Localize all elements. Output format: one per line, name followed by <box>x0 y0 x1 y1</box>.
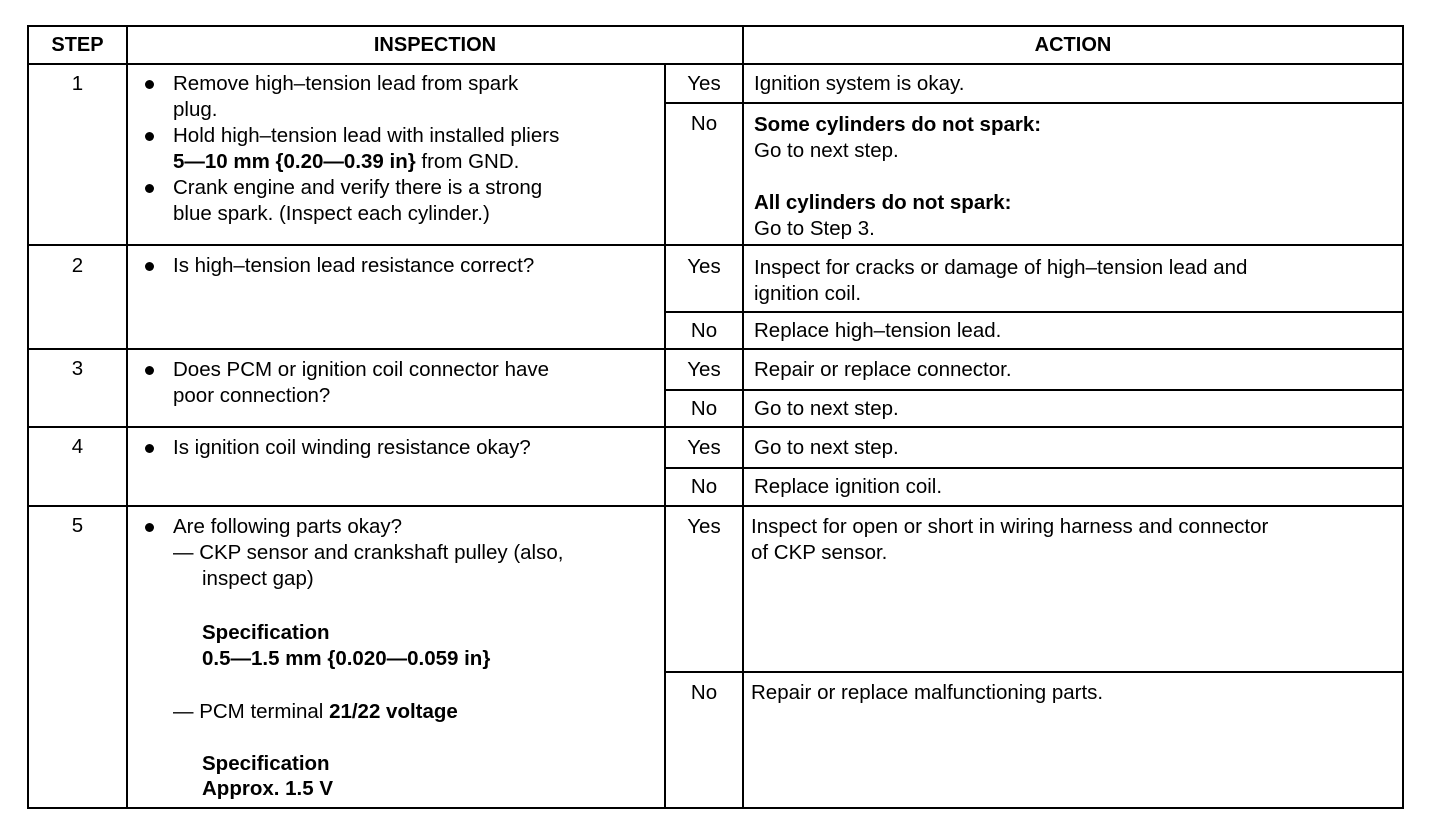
action-heading: All cylinders do not spark: <box>754 191 1012 214</box>
answer-yes: Yes <box>687 255 721 278</box>
inspection-item-prefix: — PCM terminal <box>173 700 330 723</box>
divider <box>27 244 1404 246</box>
step-number: 2 <box>71 254 84 277</box>
inspection-text-tail: from GND. <box>415 150 520 173</box>
divider <box>126 25 128 809</box>
action-text: ignition coil. <box>754 282 862 305</box>
inspection-item: inspect gap) <box>202 567 314 590</box>
step-number: 4 <box>71 435 84 458</box>
inspection-text: Does PCM or ignition coil connector have <box>173 358 550 381</box>
inspection-text: blue spark. (Inspect each cylinder.) <box>173 202 490 225</box>
divider <box>27 348 1404 350</box>
divider <box>664 671 1404 673</box>
answer-no: No <box>690 475 718 498</box>
divider <box>664 311 1404 313</box>
inspection-item-bold: 21/22 voltage <box>329 700 458 723</box>
action-text: Go to Step 3. <box>754 217 875 240</box>
answer-yes: Yes <box>687 72 721 95</box>
action-text: Repair or replace malfunctioning parts. <box>751 681 1104 704</box>
answer-no: No <box>690 681 718 704</box>
answer-no: No <box>690 319 718 342</box>
bullet-icon <box>145 262 154 271</box>
bullet-icon <box>145 366 154 375</box>
inspection-text: Remove high–tension lead from spark <box>173 72 519 95</box>
header-action: ACTION <box>1034 34 1112 56</box>
divider <box>664 389 1404 391</box>
inspection-text: plug. <box>173 98 218 121</box>
bullet-icon <box>145 444 154 453</box>
spec-value: 5—10 mm {0.20—0.39 in} <box>173 150 416 173</box>
inspection-text <box>173 149 519 175</box>
answer-yes: Yes <box>687 515 721 538</box>
spec-label: Specification <box>202 621 330 644</box>
answer-yes: Yes <box>687 436 721 459</box>
step-number: 1 <box>71 72 84 95</box>
spec-value: 0.5—1.5 mm {0.020—0.059 in} <box>202 647 491 670</box>
spec-value: Approx. 1.5 V <box>202 777 334 800</box>
step-number: 5 <box>71 514 84 537</box>
action-text: Replace ignition coil. <box>754 475 943 498</box>
divider <box>664 102 1404 104</box>
action-text: of CKP sensor. <box>751 541 888 564</box>
action-heading: Some cylinders do not spark: <box>754 113 1042 136</box>
inspection-text: Are following parts okay? <box>173 515 403 538</box>
bullet-icon <box>145 184 154 193</box>
action-text: Go to next step. <box>754 139 899 162</box>
spec-label: Specification <box>202 752 330 775</box>
inspection-item: — CKP sensor and crankshaft pulley (also, <box>173 541 564 564</box>
divider <box>27 426 1404 428</box>
divider <box>27 63 1404 65</box>
action-text: Repair or replace connector. <box>754 358 1012 381</box>
header-step: STEP <box>51 34 104 56</box>
answer-yes: Yes <box>687 358 721 381</box>
action-text: Go to next step. <box>754 397 899 420</box>
answer-no: No <box>690 397 718 420</box>
action-text: Go to next step. <box>754 436 899 459</box>
action-text: Replace high–tension lead. <box>754 319 1002 342</box>
inspection-item <box>173 699 458 725</box>
inspection-text: poor connection? <box>173 384 331 407</box>
bullet-icon <box>145 80 154 89</box>
inspection-text: Is high–tension lead resistance correct? <box>173 254 535 277</box>
divider <box>742 25 744 809</box>
header-inspection: INSPECTION <box>373 34 497 56</box>
action-text: Ignition system is okay. <box>754 72 965 95</box>
bullet-icon <box>145 132 154 141</box>
inspection-text: Is ignition coil winding resistance okay? <box>173 436 531 459</box>
action-text: Inspect for cracks or damage of high–tension lead and <box>754 256 1248 279</box>
divider <box>664 467 1404 469</box>
action-text: Inspect for open or short in wiring harness and connector <box>751 515 1269 538</box>
step-number: 3 <box>71 357 84 380</box>
divider <box>27 505 1404 507</box>
bullet-icon <box>145 523 154 532</box>
inspection-text: Hold high–tension lead with installed pliers <box>173 124 560 147</box>
answer-no: No <box>690 112 718 135</box>
inspection-text: Crank engine and verify there is a strong <box>173 176 543 199</box>
